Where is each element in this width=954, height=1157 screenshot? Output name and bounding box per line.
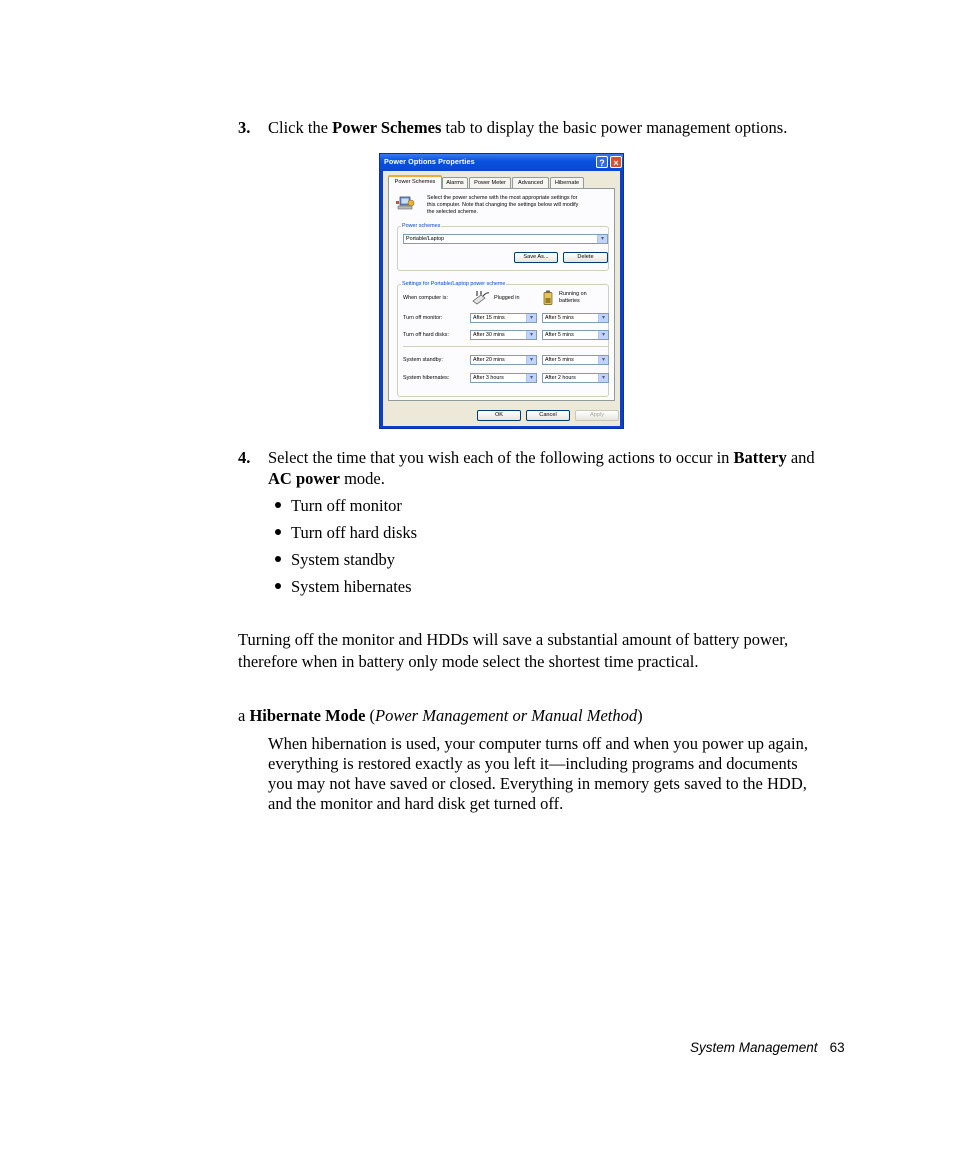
running-on-label-1: Running on (559, 291, 587, 297)
power-schemes-group-label: Power schemes (402, 223, 441, 229)
hibernates-battery-select[interactable] (542, 373, 609, 383)
note-line-1: Turning off the monitor and HDDs will save a substantial amount of battery power, (238, 630, 789, 649)
tab-hibernate[interactable]: Hibernate (550, 177, 584, 188)
hibernate-body-line-2: everything is restored exactly as you left it—including programs and documents (268, 754, 798, 773)
chevron-down-icon: ▾ (598, 356, 608, 364)
chevron-down-icon: ▾ (526, 314, 536, 322)
power-schemes-panel (388, 188, 615, 401)
dialog-titlebar (380, 154, 623, 171)
delete-button[interactable]: Delete (563, 252, 608, 263)
turn-off-monitor-label: Turn off monitor: (403, 315, 443, 321)
apply-button[interactable]: Apply (575, 410, 619, 421)
tab-advanced[interactable]: Advanced (512, 177, 549, 188)
power-scheme-value: Portable/Laptop (406, 236, 445, 242)
standby-battery-value: After 5 mins (545, 357, 574, 363)
dialog-client-area (383, 171, 620, 426)
monitor-plugged-value: After 15 mins (473, 315, 505, 321)
standby-plugged-select[interactable] (470, 355, 537, 365)
monitor-battery-value: After 5 mins (545, 315, 574, 321)
monitor-battery-select[interactable] (542, 313, 609, 323)
dialog-title: Power Options Properties (384, 157, 475, 166)
power-scheme-icon (395, 195, 417, 213)
bullet-item: Turn off monitor (275, 496, 402, 516)
hibernate-body-line-3: you may not have saved or closed. Everything in memory gets saved to the HDD, (268, 774, 807, 793)
hard-disks-plugged-select[interactable] (470, 330, 537, 340)
battery-icon (543, 290, 553, 305)
running-on-label-2: batteries (559, 298, 580, 304)
power-scheme-select[interactable] (403, 234, 608, 244)
ok-button[interactable]: OK (477, 410, 521, 421)
chevron-down-icon: ▾ (526, 374, 536, 382)
turn-off-hard-disks-label: Turn off hard disks: (403, 332, 449, 338)
step-4-line-2: AC power mode. (268, 469, 385, 488)
plugged-in-label: Plugged in (494, 295, 520, 301)
intro-line-2: this computer. Note that changing the settings below will modify (427, 202, 579, 208)
hibernate-heading: a Hibernate Mode (Power Management or Manual Method) (238, 706, 643, 725)
hard-disks-plugged-value: After 30 mins (473, 332, 505, 338)
standby-plugged-value: After 20 mins (473, 357, 505, 363)
hibernate-body-line-1: When hibernation is used, your computer turns off and when you power up again, (268, 734, 808, 753)
intro-line-1: Select the power scheme with the most appropriate settings for (427, 195, 578, 201)
system-hibernates-label: System hibernates: (403, 375, 450, 381)
bullet-item: System hibernates (275, 577, 412, 597)
hibernates-battery-value: After 2 hours (545, 375, 576, 381)
close-button[interactable]: × (610, 156, 622, 168)
hibernate-body-line-4: and the monitor and hard disk get turned off. (268, 794, 564, 813)
bullet-item: Turn off hard disks (275, 523, 417, 543)
chevron-down-icon: ▾ (598, 314, 608, 322)
hibernates-plugged-value: After 3 hours (473, 375, 504, 381)
note-line-2: therefore when in battery only mode select the shortest time practical. (238, 652, 699, 671)
step-3-text: Click the Power Schemes tab to display the basic power management options. (268, 118, 788, 137)
tab-alarms[interactable]: Alarms (442, 177, 468, 188)
chevron-down-icon: ▾ (598, 374, 608, 382)
tab-power-meter[interactable]: Power Meter (469, 177, 511, 188)
intro-line-3: the selected scheme. (427, 209, 478, 215)
chevron-down-icon: ▾ (598, 331, 608, 339)
hibernates-plugged-select[interactable] (470, 373, 537, 383)
chevron-down-icon: ▾ (597, 235, 607, 243)
when-computer-label: When computer is: (403, 295, 448, 301)
system-standby-label: System standby: (403, 357, 443, 363)
save-as-button[interactable]: Save As... (514, 252, 558, 263)
hard-disks-battery-value: After 5 mins (545, 332, 574, 338)
step-3-number: 3. (238, 118, 251, 137)
page-footer (690, 1040, 845, 1055)
plug-icon (471, 289, 491, 305)
bullet-item: System standby (275, 550, 395, 570)
footer-section: System Management (690, 1040, 818, 1055)
help-button[interactable]: ? (596, 156, 608, 168)
chevron-down-icon: ▾ (526, 356, 536, 364)
step-4-number: 4. (238, 448, 251, 467)
standby-battery-select[interactable] (542, 355, 609, 365)
power-options-dialog (379, 153, 624, 429)
cancel-button[interactable]: Cancel (526, 410, 570, 421)
step-4-line-1: Select the time that you wish each of the following actions to occur in Battery and (268, 448, 815, 467)
monitor-plugged-select[interactable] (470, 313, 537, 323)
hard-disks-battery-select[interactable] (542, 330, 609, 340)
row-separator (403, 346, 609, 347)
power-schemes-group (397, 226, 609, 271)
page-number: 63 (829, 1040, 845, 1055)
tab-power-schemes[interactable]: Power Schemes (388, 175, 442, 189)
chevron-down-icon: ▾ (526, 331, 536, 339)
settings-group-label: Settings for Portable/Laptop power scheme (402, 281, 506, 287)
